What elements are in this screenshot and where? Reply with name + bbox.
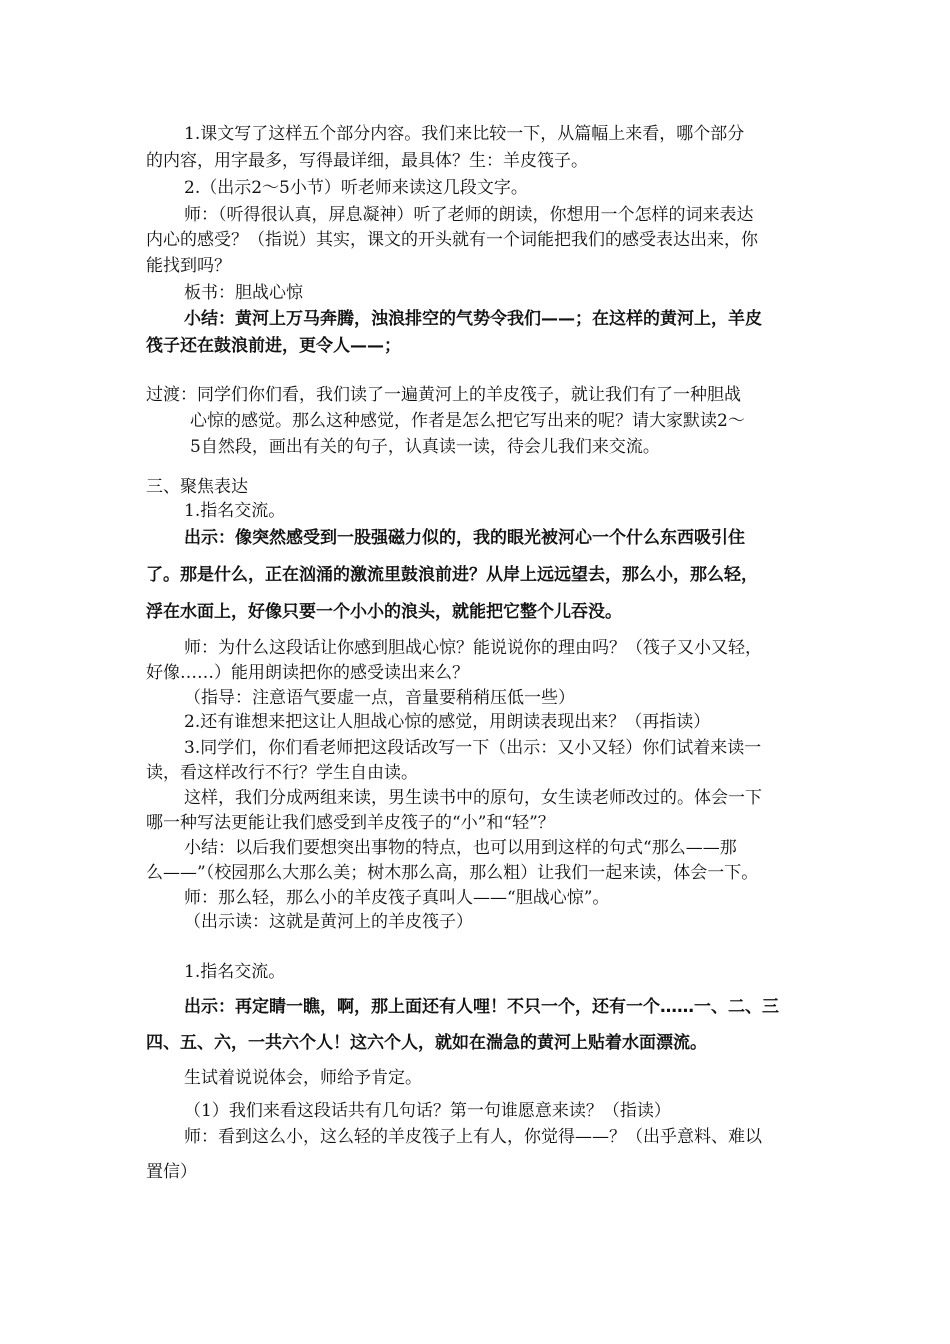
paragraph-line: 师：看到这么小，这么轻的羊皮筏子上有人，你觉得——？（出乎意料、难以 (184, 1127, 762, 1147)
paragraph-line: （出示读：这就是黄河上的羊皮筏子） (184, 912, 473, 932)
quote-line: 浮在水面上，好像只要一个小小的浪头，就能把它整个儿吞没。 (146, 602, 622, 622)
paragraph-line: （1）我们来看这段话共有几句话？第一句谁愿意来读？（指读） (184, 1101, 671, 1121)
summary-line: 小结：黄河上万马奔腾，浊浪排空的气势令我们——；在这样的黄河上，羊皮 (184, 309, 762, 329)
board-writing: 板书：胆战心惊 (184, 283, 303, 303)
paragraph-line: 1.指名交流。 (184, 501, 286, 521)
paragraph-line: 读，看这样改行不行？学生自由读。 (146, 763, 418, 783)
paragraph-line: 1.指名交流。 (184, 962, 286, 982)
paragraph-line: 内心的感受？（指说）其实，课文的开头就有一个词能把我们的感受表达出来，你 (146, 230, 758, 250)
paragraph-line: 师：那么轻，那么小的羊皮筏子真叫人——“胆战心惊”。 (184, 888, 610, 908)
quote-line: 了。那是什么，正在汹涌的激流里鼓浪前进？从岸上远远望去，那么小，那么轻， (146, 565, 758, 585)
paragraph-line: 师：（听得很认真，屏息凝神）听了老师的朗读，你想用一个怎样的词来表达 (184, 205, 754, 225)
paragraph-line: 3.同学们，你们看老师把这段话改写一下（出示：又小又轻）你们试着来读一 (184, 738, 762, 758)
paragraph-line: 小结：以后我们要想突出事物的特点，也可以用到这样的句式“那么——那 (184, 838, 737, 858)
paragraph-line: 2.（出示2～5小节）听老师来读这几段文字。 (184, 178, 528, 198)
paragraph-line: 置信） (146, 1162, 197, 1182)
paragraph-line: 的内容，用字最多，写得最详细，最具体？生：羊皮筏子。 (146, 151, 588, 171)
transition-line: 5自然段，画出有关的句子，认真读一读，待会儿我们来交流。 (190, 437, 660, 457)
quote-line: 四、五、六，一共六个人！这六个人，就如在湍急的黄河上贴着水面漂流。 (146, 1033, 707, 1053)
paragraph-line: 么——”（校园那么大那么美；树木那么高，那么粗）让我们一起来读，体会一下。 (146, 863, 759, 883)
summary-line: 筏子还在鼓浪前进，更令人——； (146, 336, 401, 356)
quote-line: 出示：像突然感受到一股强磁力似的，我的眼光被河心一个什么东西吸引住 (184, 528, 745, 548)
paragraph-line: 哪一种写法更能让我们感受到羊皮筏子的“小”和“轻”？ (146, 813, 555, 833)
paragraph-line: （指导：注意语气要虚一点，音量要稍稍压低一些） (184, 688, 575, 708)
paragraph-line: 师：为什么这段话让你感到胆战心惊？能说说你的理由吗？（筏子又小又轻， (184, 638, 762, 658)
transition-line: 心惊的感觉。那么这种感觉，作者是怎么把它写出来的呢？请大家默读2～ (190, 411, 745, 431)
paragraph-line: 1.课文写了这样五个部分内容。我们来比较一下，从篇幅上来看，哪个部分 (184, 124, 745, 144)
quote-line: 出示：再定睛一瞧，啊，那上面还有人哩！不只一个，还有一个……一、二、三 (184, 997, 779, 1017)
transition-line: 过渡：同学们你们看，我们读了一遍黄河上的羊皮筏子，就让我们有了一种胆战 (146, 385, 741, 405)
paragraph-line: 能找到吗？ (146, 256, 231, 276)
paragraph-line: 这样，我们分成两组来读，男生读书中的原句，女生读老师改过的。体会一下 (184, 788, 762, 808)
paragraph-line: 2.还有谁想来把这让人胆战心惊的感觉，用朗读表现出来？（再指读） (184, 712, 711, 732)
section-heading: 三、聚焦表达 (146, 477, 248, 497)
paragraph-line: 好像……）能用朗读把你的感受读出来么？ (146, 663, 469, 683)
paragraph-line: 生试着说说体会，师给予肯定。 (184, 1068, 422, 1088)
